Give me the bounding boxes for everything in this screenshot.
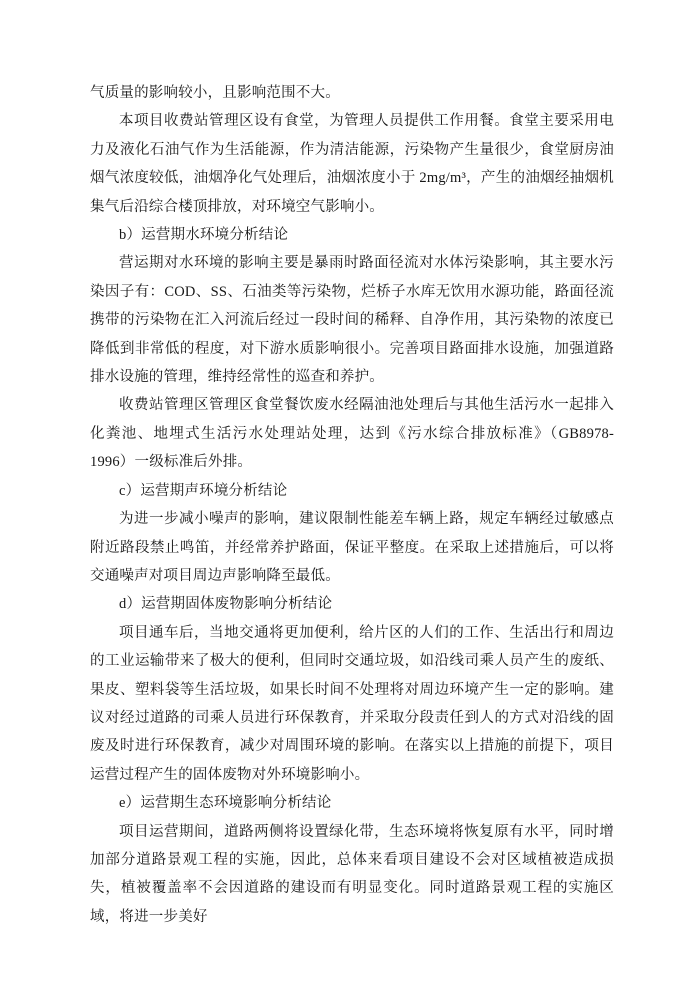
section-heading-d-solid-waste: d）运营期固体废物影响分析结论 xyxy=(119,596,333,613)
paragraph-wastewater-treatment: 收费站管理区管理区食堂餐饮废水经隔油池处理后与其他生活污水一起排入化粪池、地埋式生活污水处理站处理，达到《污水综合排放标准》（GB8978-1996）一级标准后外排。 xyxy=(90,397,614,471)
section-heading-c-noise-environment: c）运营期声环境分析结论 xyxy=(119,482,288,499)
paragraph-noise-mitigation: 为进一步减小噪声的影响，建议限制性能差车辆上路，规定车辆经过敏感点附近路段禁止鸣笛，并经常养护路面，保证平整度。在采取上述措施后，可以将交通噪声对项目周边声影响降至最低。 xyxy=(90,511,614,584)
paragraph-canteen-air-impact: 本项目收费站管理区设有食堂，为管理人员提供工作用餐。食堂主要采用电力及液化石油气作为生活能源，作为清洁能源，污染物产生量很少，食堂厨房油烟气浓度较低，油烟净化气处理后，油烟浓度小于 2mg/m³，产生的油烟经抽烟机集气后沿综合楼顶排放，对环境空气影响小。 xyxy=(90,113,614,215)
paragraph-continuation-air-quality: 气质量的影响较小，且影响范围不大。 xyxy=(90,85,340,101)
paragraph-solid-waste-impact: 项目通车后，当地交通将更加便利，给片区的人们的工作、生活出行和周边的工业运输带来了极大的便利，但同时交通垃圾，如沿线司乘人员产生的废纸、果皮、塑料袋等生活垃圾，如果长时间不处理将对周边环境产生一定的影响。建议对经过道路的司乘人员进行环保教育，并采取分段责任到人的方式对沿线的固废及时进行环保教育，减少对周围环境的影响。在落实以上措施的前提下，项目运营过程产生的固体废物对外环境影响小。 xyxy=(90,624,614,783)
paragraph-water-runoff-impact: 营运期对水环境的影响主要是暴雨时路面径流对水体污染影响，其主要水污染因子有：COD、SS、石油类等污染物，烂桥子水库无饮用水源功能，路面径流携带的污染物在汇入河流后经过一段时间的稀释、自净作用，其污染物的浓度已降低到非常低的程度，对下游水质影响很小。完善项目路面排水设施，加强道路排水设施的管理，维持经常性的巡查和养护。 xyxy=(90,255,614,386)
section-heading-b-water-environment: b）运营期水环境分析结论 xyxy=(119,227,289,244)
paragraph-ecology-greenbelt: 项目运营期间，道路两侧将设置绿化带，生态环境将恢复原有水平，同时增加部分道路景观工程的实施，因此，总体来看项目建设不会对区域植被造成损失，植被覆盖率不会因道路的建设而有明显变化。同时道路景观工程的实施区域，将进一步美好 xyxy=(90,823,614,925)
section-heading-e-ecological-environment: e）运营期生态环境影响分析结论 xyxy=(119,795,332,812)
